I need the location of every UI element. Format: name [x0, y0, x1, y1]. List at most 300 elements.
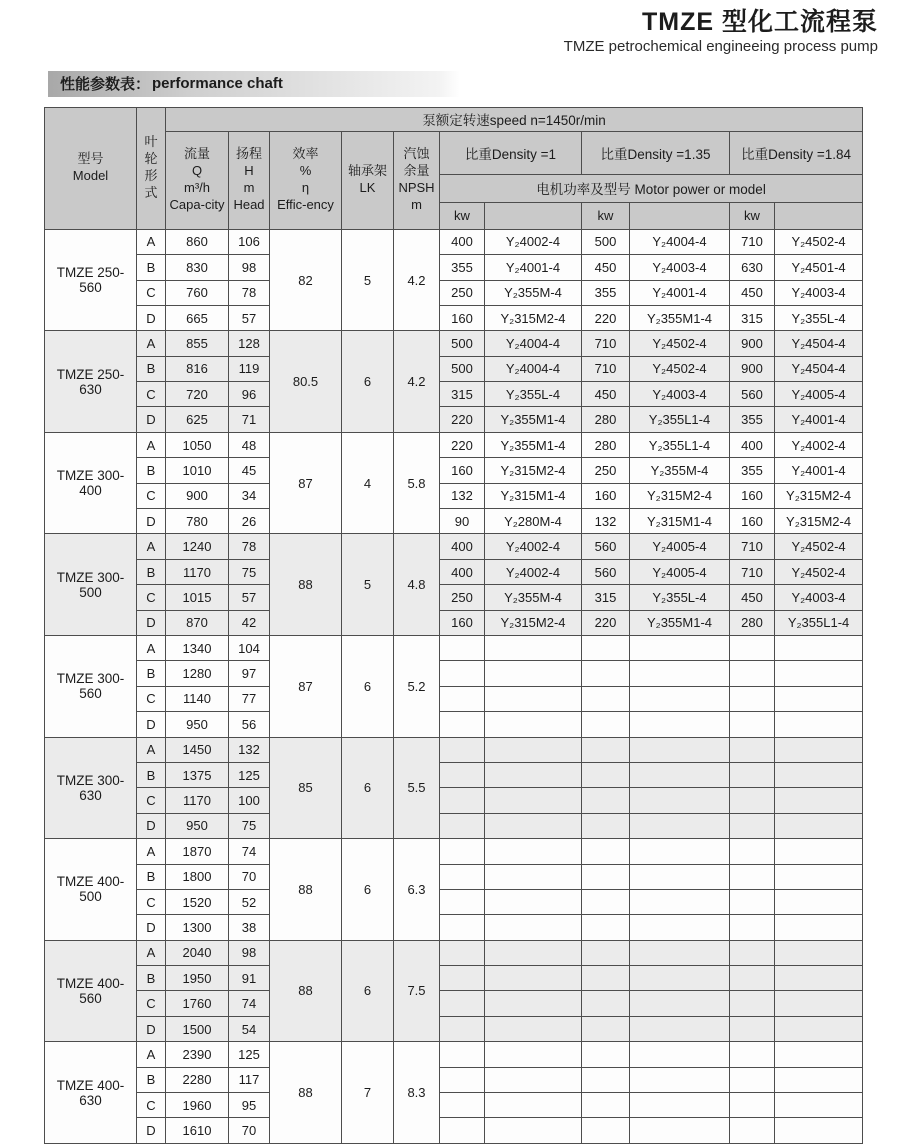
- npsh-cell: 8.3: [394, 1042, 440, 1144]
- header-efficiency-cn: 效率: [292, 146, 319, 162]
- motor-kw-cell-1: [440, 1016, 485, 1041]
- impeller-cell: C: [137, 991, 166, 1016]
- head-cell: 54: [229, 1016, 270, 1041]
- motor-kw-cell-3: 400: [730, 432, 775, 457]
- header-density-135: 比重Density =1.35: [582, 131, 730, 174]
- head-cell: 75: [229, 813, 270, 838]
- header-kw-3: kw: [730, 202, 775, 229]
- motor-model-cell-1: Y₂315M2-4: [485, 458, 582, 483]
- impeller-cell: D: [137, 1118, 166, 1143]
- motor-kw-cell-1: [440, 915, 485, 940]
- motor-kw-cell-3: [730, 636, 775, 661]
- motor-kw-cell-1: [440, 1118, 485, 1143]
- impeller-cell: D: [137, 1016, 166, 1041]
- motor-model-cell-3: [775, 788, 863, 813]
- capacity-cell: 720: [166, 382, 229, 407]
- motor-model-cell-1: [485, 636, 582, 661]
- motor-kw-cell-1: 250: [440, 585, 485, 610]
- motor-model-cell-2: Y₂4001-4: [630, 280, 730, 305]
- impeller-cell: B: [137, 356, 166, 381]
- data-row: [45, 788, 863, 813]
- npsh-cell: 4.2: [394, 331, 440, 433]
- head-cell: 52: [229, 889, 270, 914]
- head-cell: 42: [229, 610, 270, 635]
- data-row: [45, 509, 863, 534]
- capacity-cell: 1280: [166, 661, 229, 686]
- head-cell: 117: [229, 1067, 270, 1092]
- head-cell: 38: [229, 915, 270, 940]
- header-bearing-en: LK: [359, 180, 376, 196]
- model-cell: TMZE 300-500: [45, 534, 137, 636]
- impeller-cell: B: [137, 661, 166, 686]
- table-body: [45, 229, 863, 1143]
- bearing-cell: 6: [342, 940, 394, 1042]
- motor-model-cell-2: [630, 1093, 730, 1118]
- motor-model-cell-2: [630, 712, 730, 737]
- data-row: [45, 280, 863, 305]
- head-cell: 95: [229, 1093, 270, 1118]
- motor-model-cell-2: [630, 864, 730, 889]
- motor-model-cell-2: [630, 915, 730, 940]
- capacity-cell: 1010: [166, 458, 229, 483]
- motor-kw-cell-1: 355: [440, 255, 485, 280]
- header-row-density: [45, 131, 863, 174]
- motor-model-cell-2: Y₂355M1-4: [630, 610, 730, 635]
- motor-kw-cell-2: [582, 1016, 630, 1041]
- bearing-cell: 6: [342, 737, 394, 839]
- capacity-cell: 2040: [166, 940, 229, 965]
- model-cell: TMZE 250-560: [45, 229, 137, 331]
- motor-model-cell-1: [485, 864, 582, 889]
- capacity-cell: 1950: [166, 966, 229, 991]
- motor-model-cell-3: [775, 991, 863, 1016]
- motor-model-cell-2: Y₂4004-4: [630, 229, 730, 254]
- motor-model-cell-3: Y₂315M2-4: [775, 483, 863, 508]
- motor-kw-cell-1: [440, 686, 485, 711]
- motor-model-cell-2: [630, 940, 730, 965]
- motor-model-cell-1: Y₂4002-4: [485, 559, 582, 584]
- motor-kw-cell-3: [730, 889, 775, 914]
- header-kw-1: kw: [440, 202, 485, 229]
- header-capacity-unit: m³/h: [184, 180, 210, 196]
- data-row: [45, 915, 863, 940]
- motor-model-cell-2: Y₂355L-4: [630, 585, 730, 610]
- impeller-cell: D: [137, 509, 166, 534]
- page-header: [0, 0, 900, 55]
- head-cell: 78: [229, 534, 270, 559]
- motor-model-cell-2: Y₂355M1-4: [630, 305, 730, 330]
- npsh-cell: 5.2: [394, 636, 440, 738]
- data-row: [45, 889, 863, 914]
- capacity-cell: 1140: [166, 686, 229, 711]
- motor-model-cell-2: [630, 686, 730, 711]
- motor-kw-cell-3: [730, 1042, 775, 1067]
- capacity-cell: 1760: [166, 991, 229, 1016]
- efficiency-cell: 88: [270, 1042, 342, 1144]
- motor-kw-cell-1: [440, 839, 485, 864]
- data-row: [45, 1093, 863, 1118]
- impeller-cell: B: [137, 559, 166, 584]
- motor-model-cell-2: [630, 1016, 730, 1041]
- impeller-cell: A: [137, 432, 166, 457]
- header-capacity-cn: 流量: [183, 146, 210, 162]
- page-title: TMZE 型化工流程泵: [642, 8, 878, 36]
- header-efficiency-symbol: η: [301, 180, 310, 196]
- motor-kw-cell-3: 450: [730, 585, 775, 610]
- impeller-cell: A: [137, 839, 166, 864]
- bearing-cell: 6: [342, 636, 394, 738]
- motor-model-cell-1: [485, 915, 582, 940]
- capacity-cell: 1240: [166, 534, 229, 559]
- motor-model-cell-3: [775, 1016, 863, 1041]
- header-npsh-cn2: 余量: [403, 163, 430, 179]
- head-cell: 56: [229, 712, 270, 737]
- section-title-cn: 性能参数表：: [60, 76, 151, 94]
- motor-model-cell-2: [630, 737, 730, 762]
- capacity-cell: 830: [166, 255, 229, 280]
- data-row: [45, 966, 863, 991]
- motor-kw-cell-3: [730, 788, 775, 813]
- data-row: [45, 331, 863, 356]
- motor-model-cell-1: [485, 966, 582, 991]
- head-cell: 77: [229, 686, 270, 711]
- efficiency-cell: 87: [270, 432, 342, 534]
- motor-model-cell-1: Y₂280M-4: [485, 509, 582, 534]
- data-row: [45, 382, 863, 407]
- data-row: [45, 255, 863, 280]
- head-cell: 71: [229, 407, 270, 432]
- motor-kw-cell-2: 280: [582, 407, 630, 432]
- header-rated-speed: 泵额定转速speed n=1450r/min: [166, 107, 863, 131]
- impeller-cell: D: [137, 813, 166, 838]
- motor-kw-cell-3: [730, 1016, 775, 1041]
- motor-kw-cell-1: 500: [440, 331, 485, 356]
- model-cell: TMZE 400-560: [45, 940, 137, 1042]
- motor-model-cell-3: [775, 940, 863, 965]
- motor-model-cell-1: Y₂4001-4: [485, 255, 582, 280]
- impeller-cell: A: [137, 940, 166, 965]
- capacity-cell: 855: [166, 331, 229, 356]
- motor-kw-cell-1: 250: [440, 280, 485, 305]
- motor-kw-cell-2: 450: [582, 255, 630, 280]
- efficiency-cell: 80.5: [270, 331, 342, 433]
- impeller-cell: A: [137, 636, 166, 661]
- motor-kw-cell-2: [582, 915, 630, 940]
- motor-model-cell-3: [775, 915, 863, 940]
- motor-model-cell-2: Y₂4003-4: [630, 382, 730, 407]
- motor-kw-cell-3: 280: [730, 610, 775, 635]
- header-efficiency-en: Effic-ency: [277, 197, 334, 213]
- motor-kw-cell-3: 355: [730, 458, 775, 483]
- motor-model-cell-3: Y₂4002-4: [775, 432, 863, 457]
- motor-model-cell-2: Y₂4005-4: [630, 534, 730, 559]
- head-cell: 119: [229, 356, 270, 381]
- motor-model-cell-3: [775, 889, 863, 914]
- motor-kw-cell-2: 220: [582, 305, 630, 330]
- motor-model-cell-3: [775, 1042, 863, 1067]
- motor-kw-cell-3: 450: [730, 280, 775, 305]
- capacity-cell: 1870: [166, 839, 229, 864]
- head-cell: 104: [229, 636, 270, 661]
- motor-model-cell-3: Y₂4001-4: [775, 407, 863, 432]
- motor-kw-cell-2: 710: [582, 331, 630, 356]
- data-row: [45, 813, 863, 838]
- motor-kw-cell-1: 500: [440, 356, 485, 381]
- motor-model-cell-1: Y₂4002-4: [485, 229, 582, 254]
- motor-kw-cell-2: 560: [582, 534, 630, 559]
- impeller-cell: A: [137, 534, 166, 559]
- motor-kw-cell-3: 630: [730, 255, 775, 280]
- head-cell: 74: [229, 839, 270, 864]
- motor-kw-cell-1: [440, 966, 485, 991]
- data-row: [45, 585, 863, 610]
- capacity-cell: 1800: [166, 864, 229, 889]
- motor-kw-cell-3: [730, 762, 775, 787]
- motor-model-cell-1: [485, 991, 582, 1016]
- capacity-cell: 816: [166, 356, 229, 381]
- motor-kw-cell-2: [582, 813, 630, 838]
- motor-kw-cell-3: [730, 839, 775, 864]
- capacity-cell: 1960: [166, 1093, 229, 1118]
- npsh-cell: 7.5: [394, 940, 440, 1042]
- head-cell: 57: [229, 585, 270, 610]
- efficiency-cell: 82: [270, 229, 342, 331]
- header-npsh-en: NPSH: [398, 180, 435, 196]
- motor-model-cell-1: Y₂4004-4: [485, 356, 582, 381]
- bearing-cell: 5: [342, 229, 394, 331]
- data-row: [45, 559, 863, 584]
- head-cell: 97: [229, 661, 270, 686]
- motor-kw-cell-2: 450: [582, 382, 630, 407]
- motor-kw-cell-2: [582, 1118, 630, 1143]
- head-cell: 75: [229, 559, 270, 584]
- motor-model-cell-3: Y₂4502-4: [775, 559, 863, 584]
- header-head-symbol: H: [244, 163, 254, 179]
- impeller-cell: C: [137, 788, 166, 813]
- motor-model-cell-3: [775, 839, 863, 864]
- head-cell: 132: [229, 737, 270, 762]
- motor-kw-cell-2: 710: [582, 356, 630, 381]
- motor-model-cell-3: Y₂4001-4: [775, 458, 863, 483]
- impeller-cell: C: [137, 1093, 166, 1118]
- capacity-cell: 665: [166, 305, 229, 330]
- motor-kw-cell-2: [582, 889, 630, 914]
- bearing-cell: 6: [342, 839, 394, 941]
- motor-model-cell-3: Y₂4501-4: [775, 255, 863, 280]
- motor-kw-cell-2: [582, 737, 630, 762]
- data-row: [45, 610, 863, 635]
- motor-model-cell-1: Y₂4002-4: [485, 534, 582, 559]
- header-capacity-symbol: Q: [191, 163, 203, 179]
- npsh-cell: 6.3: [394, 839, 440, 941]
- motor-model-cell-1: Y₂315M2-4: [485, 305, 582, 330]
- motor-model-cell-1: [485, 839, 582, 864]
- motor-model-cell-1: [485, 1118, 582, 1143]
- capacity-cell: 1170: [166, 559, 229, 584]
- motor-kw-cell-1: [440, 991, 485, 1016]
- head-cell: 34: [229, 483, 270, 508]
- motor-kw-cell-3: [730, 813, 775, 838]
- impeller-cell: D: [137, 407, 166, 432]
- motor-model-cell-1: [485, 737, 582, 762]
- model-cell: TMZE 250-630: [45, 331, 137, 433]
- motor-kw-cell-3: [730, 915, 775, 940]
- efficiency-cell: 88: [270, 839, 342, 941]
- motor-model-cell-3: [775, 813, 863, 838]
- motor-model-cell-2: Y₂4005-4: [630, 559, 730, 584]
- motor-model-cell-3: Y₂4502-4: [775, 229, 863, 254]
- capacity-cell: 950: [166, 712, 229, 737]
- head-cell: 45: [229, 458, 270, 483]
- motor-kw-cell-3: 315: [730, 305, 775, 330]
- motor-kw-cell-2: [582, 661, 630, 686]
- motor-kw-cell-1: 132: [440, 483, 485, 508]
- motor-model-cell-3: Y₂355L-4: [775, 305, 863, 330]
- efficiency-cell: 88: [270, 534, 342, 636]
- motor-kw-cell-1: [440, 788, 485, 813]
- data-row: [45, 305, 863, 330]
- motor-model-cell-3: [775, 762, 863, 787]
- head-cell: 106: [229, 229, 270, 254]
- motor-model-cell-2: [630, 661, 730, 686]
- motor-kw-cell-3: [730, 1118, 775, 1143]
- motor-model-cell-3: [775, 737, 863, 762]
- motor-kw-cell-2: 132: [582, 509, 630, 534]
- impeller-cell: C: [137, 280, 166, 305]
- header-impeller: [137, 107, 166, 229]
- data-row: [45, 407, 863, 432]
- head-cell: 57: [229, 305, 270, 330]
- data-row: [45, 483, 863, 508]
- model-cell: TMZE 400-500: [45, 839, 137, 941]
- motor-model-cell-2: [630, 966, 730, 991]
- motor-kw-cell-1: 220: [440, 432, 485, 457]
- motor-kw-cell-3: 900: [730, 356, 775, 381]
- bearing-cell: 5: [342, 534, 394, 636]
- motor-kw-cell-2: 315: [582, 585, 630, 610]
- header-motor-model-2: [630, 202, 730, 229]
- motor-model-cell-2: [630, 991, 730, 1016]
- motor-model-cell-2: Y₂355L1-4: [630, 407, 730, 432]
- header-impeller-label: 叶轮形式: [144, 134, 158, 201]
- model-cell: TMZE 300-630: [45, 737, 137, 839]
- capacity-cell: 760: [166, 280, 229, 305]
- capacity-cell: 1015: [166, 585, 229, 610]
- model-cell: TMZE 300-400: [45, 432, 137, 534]
- motor-kw-cell-1: [440, 737, 485, 762]
- impeller-cell: A: [137, 229, 166, 254]
- impeller-cell: C: [137, 889, 166, 914]
- motor-kw-cell-2: [582, 686, 630, 711]
- header-npsh-unit: m: [411, 197, 422, 213]
- impeller-cell: D: [137, 915, 166, 940]
- motor-kw-cell-2: [582, 788, 630, 813]
- head-cell: 78: [229, 280, 270, 305]
- motor-model-cell-2: Y₂4502-4: [630, 331, 730, 356]
- header-capacity-en: Capa-city: [169, 197, 225, 213]
- motor-kw-cell-3: 710: [730, 559, 775, 584]
- header-model: [45, 107, 137, 229]
- motor-model-cell-1: [485, 1016, 582, 1041]
- header-npsh-cn1: 汽蚀: [403, 146, 430, 162]
- bearing-cell: 4: [342, 432, 394, 534]
- section-title-bar: [48, 71, 460, 97]
- head-cell: 125: [229, 1042, 270, 1067]
- motor-model-cell-3: Y₂315M2-4: [775, 509, 863, 534]
- motor-kw-cell-3: [730, 966, 775, 991]
- motor-model-cell-1: [485, 712, 582, 737]
- motor-model-cell-2: [630, 813, 730, 838]
- motor-model-cell-1: [485, 1093, 582, 1118]
- motor-model-cell-2: Y₂355M-4: [630, 458, 730, 483]
- header-kw-2: kw: [582, 202, 630, 229]
- motor-kw-cell-3: [730, 864, 775, 889]
- head-cell: 100: [229, 788, 270, 813]
- motor-model-cell-1: [485, 940, 582, 965]
- motor-model-cell-2: [630, 636, 730, 661]
- motor-model-cell-1: Y₂355M-4: [485, 280, 582, 305]
- motor-kw-cell-1: 160: [440, 610, 485, 635]
- data-row: [45, 991, 863, 1016]
- head-cell: 128: [229, 331, 270, 356]
- motor-kw-cell-3: 355: [730, 407, 775, 432]
- motor-kw-cell-1: 400: [440, 559, 485, 584]
- motor-model-cell-3: Y₂4005-4: [775, 382, 863, 407]
- motor-kw-cell-1: [440, 889, 485, 914]
- motor-model-cell-1: [485, 661, 582, 686]
- data-row: [45, 940, 863, 965]
- motor-model-cell-3: [775, 864, 863, 889]
- motor-model-cell-3: [775, 1118, 863, 1143]
- impeller-cell: B: [137, 762, 166, 787]
- bearing-cell: 7: [342, 1042, 394, 1144]
- impeller-cell: D: [137, 305, 166, 330]
- motor-model-cell-1: Y₂355M1-4: [485, 407, 582, 432]
- data-row: [45, 1042, 863, 1067]
- header-row-speed: [45, 107, 863, 131]
- motor-model-cell-3: [775, 712, 863, 737]
- impeller-cell: C: [137, 382, 166, 407]
- head-cell: 70: [229, 1118, 270, 1143]
- motor-kw-cell-1: [440, 1042, 485, 1067]
- bearing-cell: 6: [342, 331, 394, 433]
- motor-kw-cell-3: 160: [730, 509, 775, 534]
- capacity-cell: 2390: [166, 1042, 229, 1067]
- capacity-cell: 780: [166, 509, 229, 534]
- motor-kw-cell-2: 220: [582, 610, 630, 635]
- capacity-cell: 1050: [166, 432, 229, 457]
- motor-kw-cell-1: [440, 636, 485, 661]
- motor-model-cell-3: Y₂4003-4: [775, 585, 863, 610]
- motor-model-cell-2: [630, 788, 730, 813]
- data-row: [45, 229, 863, 254]
- motor-model-cell-3: Y₂4003-4: [775, 280, 863, 305]
- impeller-cell: A: [137, 737, 166, 762]
- header-efficiency-percent: %: [299, 163, 312, 179]
- motor-model-cell-2: Y₂315M2-4: [630, 483, 730, 508]
- motor-model-cell-2: [630, 762, 730, 787]
- data-row: [45, 661, 863, 686]
- capacity-cell: 900: [166, 483, 229, 508]
- motor-kw-cell-2: [582, 839, 630, 864]
- motor-kw-cell-1: [440, 940, 485, 965]
- motor-kw-cell-1: [440, 712, 485, 737]
- head-cell: 96: [229, 382, 270, 407]
- motor-kw-cell-2: [582, 864, 630, 889]
- npsh-cell: 5.5: [394, 737, 440, 839]
- data-row: [45, 686, 863, 711]
- motor-model-cell-1: [485, 686, 582, 711]
